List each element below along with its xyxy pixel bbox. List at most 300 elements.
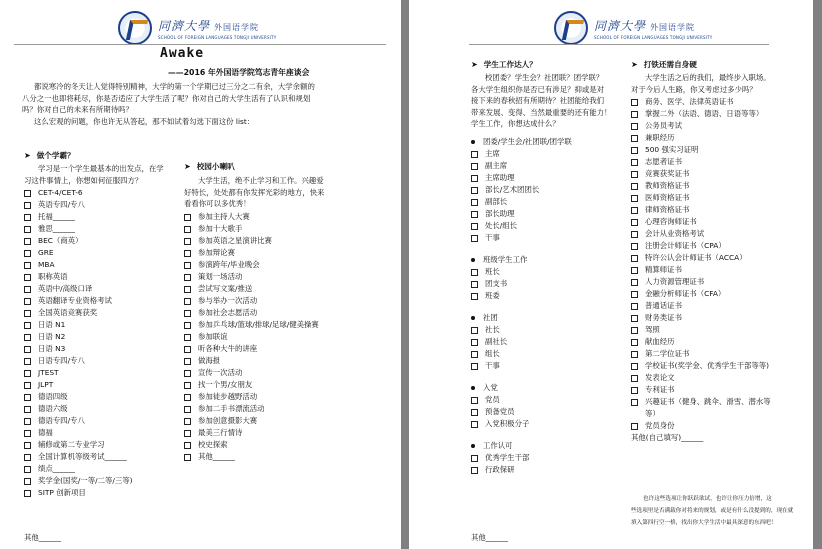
checklist-item[interactable] xyxy=(184,451,319,463)
checkbox[interactable] xyxy=(471,223,478,230)
item-label: 奖学金(国奖/一等/二等/三等) xyxy=(38,476,133,485)
checkbox[interactable] xyxy=(471,269,478,276)
checklist-item[interactable] xyxy=(631,384,771,396)
checkbox[interactable] xyxy=(24,478,31,485)
checkbox[interactable] xyxy=(471,397,478,404)
checkbox[interactable] xyxy=(471,211,478,218)
checkbox[interactable] xyxy=(631,423,638,430)
item-label: 英语专四/专八 xyxy=(38,200,85,209)
checkbox[interactable] xyxy=(184,430,191,437)
item-label: 参加二手书漂流活动 xyxy=(198,404,265,413)
item-label: 参演跨年/毕业晚会 xyxy=(198,260,260,269)
item-label: 做海报 xyxy=(198,356,221,365)
student-work-other: 其他______ xyxy=(471,533,508,542)
item-label: 参加辩论赛 xyxy=(198,248,235,257)
group-label xyxy=(471,254,572,266)
item-label: 最美三行情诗 xyxy=(198,428,243,437)
checkbox[interactable] xyxy=(24,310,31,317)
checklist-item[interactable] xyxy=(631,216,771,228)
university-logo xyxy=(118,10,276,46)
checkbox[interactable] xyxy=(24,430,31,437)
checklist-item[interactable] xyxy=(184,259,319,271)
item-label: 驾照 xyxy=(645,325,660,334)
checklist-item[interactable] xyxy=(24,295,133,307)
checkbox[interactable] xyxy=(184,418,191,425)
item-label: 英语翻译专业资格考试 xyxy=(38,296,112,305)
item-label: 人力资源管理证书 xyxy=(645,277,705,286)
checkbox[interactable] xyxy=(24,382,31,389)
checkbox[interactable] xyxy=(184,442,191,449)
checklist-item[interactable] xyxy=(24,259,133,271)
item-label: 托福______ xyxy=(38,212,75,221)
document-page-1 xyxy=(0,0,401,549)
checklist-item[interactable] xyxy=(184,235,319,247)
item-label: 兼职经历 xyxy=(645,133,675,142)
checklist-item[interactable] xyxy=(24,319,133,331)
item-label: 参加主持人大赛 xyxy=(198,212,250,221)
item-label: 预备党员 xyxy=(485,407,515,416)
logo-name-cn: 同濟大學 xyxy=(158,18,211,33)
item-label: 日语 N1 xyxy=(38,320,66,329)
checkbox[interactable] xyxy=(471,409,478,416)
checklist-item-continuation: 等） xyxy=(645,409,660,418)
logo-school-en: SCHOOL OF FOREIGN LANGUAGES TONGJI UNIVERSITY xyxy=(158,34,277,40)
checklist-item[interactable] xyxy=(631,252,771,264)
checklist-item[interactable] xyxy=(471,278,572,290)
item-label: 参加徒步越野活动 xyxy=(198,392,258,401)
checkbox[interactable] xyxy=(24,226,31,233)
checkbox[interactable] xyxy=(184,298,191,305)
checkbox[interactable] xyxy=(24,442,31,449)
checkbox[interactable] xyxy=(184,382,191,389)
checklist-item[interactable] xyxy=(471,172,572,184)
checkbox[interactable] xyxy=(24,322,31,329)
checklist-item[interactable] xyxy=(471,160,572,172)
checkbox[interactable] xyxy=(631,363,638,370)
checklist-item[interactable] xyxy=(184,427,319,439)
item-label: 宣传一次活动 xyxy=(198,368,243,377)
checklist-item[interactable] xyxy=(471,220,572,232)
item-label: 兴趣证书（健身、跳伞、滑雪、潜水等 xyxy=(645,397,771,406)
checkbox[interactable] xyxy=(631,303,638,310)
item-label: 参加十大歌手 xyxy=(198,224,243,233)
checklist-item[interactable] xyxy=(184,367,319,379)
item-label: 全国计算机等级考试______ xyxy=(38,452,127,461)
checkbox[interactable] xyxy=(631,195,638,202)
checkbox[interactable] xyxy=(471,235,478,242)
checklist-item[interactable] xyxy=(471,324,572,336)
checkbox[interactable] xyxy=(471,467,478,474)
checkbox[interactable] xyxy=(631,147,638,154)
checklist-item[interactable] xyxy=(24,271,133,283)
item-label: 德语六级 xyxy=(38,404,68,413)
item-label: 主席 xyxy=(485,149,500,158)
checkbox[interactable] xyxy=(24,334,31,341)
checklist-item[interactable] xyxy=(24,199,133,211)
logo-school-cn: 外国语学院 xyxy=(214,22,260,32)
study-checklist xyxy=(24,187,133,499)
group-label xyxy=(471,382,572,394)
career-other: 其他(自己填写)______ xyxy=(631,433,704,442)
checklist-item[interactable] xyxy=(471,290,572,302)
checkbox[interactable] xyxy=(631,207,638,214)
checkbox[interactable] xyxy=(184,394,191,401)
checklist-item[interactable] xyxy=(24,487,133,499)
item-label: 校史探索 xyxy=(198,440,228,449)
checklist-item[interactable] xyxy=(184,331,319,343)
checklist-item[interactable] xyxy=(631,228,771,240)
checkbox[interactable] xyxy=(184,250,191,257)
checkbox[interactable] xyxy=(471,363,478,370)
item-label: 律师资格证书 xyxy=(645,205,690,214)
checkbox[interactable] xyxy=(631,327,638,334)
checkbox[interactable] xyxy=(631,279,638,286)
checklist-item[interactable] xyxy=(24,355,133,367)
spacer xyxy=(471,244,572,254)
checklist-item[interactable] xyxy=(631,132,771,144)
item-label: 团支书 xyxy=(485,279,508,288)
checklist-item[interactable] xyxy=(631,348,771,360)
checklist-item[interactable] xyxy=(184,391,319,403)
checkbox[interactable] xyxy=(184,214,191,221)
checklist-item[interactable] xyxy=(24,463,133,475)
item-label: 职称英语 xyxy=(38,272,68,281)
bullet-dot-icon xyxy=(471,444,475,448)
checklist-item[interactable] xyxy=(24,475,133,487)
checkbox[interactable] xyxy=(631,159,638,166)
item-label: 注册会计师证书（CPA） xyxy=(645,241,726,250)
item-label: JLPT xyxy=(38,380,54,389)
bullet-dot-icon xyxy=(471,386,475,390)
checklist-item[interactable] xyxy=(184,247,319,259)
item-label: 团委/学生会/社团联/团学联 xyxy=(483,137,572,146)
checkbox[interactable] xyxy=(24,286,31,293)
checklist-item[interactable] xyxy=(24,247,133,259)
checklist-item[interactable] xyxy=(184,415,319,427)
checklist-item[interactable] xyxy=(24,391,133,403)
checkbox[interactable] xyxy=(631,375,638,382)
item-label: 金融分析师证书（CFA） xyxy=(645,289,726,298)
checklist-item[interactable] xyxy=(184,283,319,295)
section-heading-campus: ➤ 校园小喇叭 xyxy=(184,162,235,171)
checkbox[interactable] xyxy=(471,175,478,182)
checklist-item[interactable] xyxy=(631,168,771,180)
checkbox[interactable] xyxy=(24,358,31,365)
study-other: 其他______ xyxy=(24,533,61,542)
item-label: 社团 xyxy=(483,313,498,322)
item-label: MBA xyxy=(38,260,55,269)
item-label: 精算师证书 xyxy=(645,265,682,274)
item-label: 副社长 xyxy=(485,337,508,346)
checklist-item[interactable] xyxy=(631,144,771,156)
checkbox[interactable] xyxy=(471,351,478,358)
checkbox[interactable] xyxy=(24,262,31,269)
checklist-item[interactable] xyxy=(471,196,572,208)
checkbox[interactable] xyxy=(184,406,191,413)
checklist-item[interactable] xyxy=(631,324,771,336)
item-label: 其他______ xyxy=(198,452,235,461)
checkbox[interactable] xyxy=(184,346,191,353)
checkbox[interactable] xyxy=(184,310,191,317)
checklist-item[interactable] xyxy=(471,348,572,360)
item-label: 日语专四/专八 xyxy=(38,356,85,365)
bullet-dot-icon xyxy=(471,258,475,262)
item-label: 学校证书(奖学金、优秀学生干部等等) xyxy=(645,361,770,370)
checklist-item[interactable] xyxy=(631,96,771,108)
checkbox[interactable] xyxy=(471,163,478,170)
checklist-item[interactable] xyxy=(631,420,771,432)
checklist-item[interactable] xyxy=(184,379,319,391)
checklist-item[interactable] xyxy=(184,343,319,355)
checkbox[interactable] xyxy=(471,199,478,206)
checkbox[interactable] xyxy=(471,421,478,428)
item-label: 参加乒乓球/篮球/排球/足球/健美操赛 xyxy=(198,320,319,329)
document-page-2 xyxy=(409,0,813,549)
checklist-item[interactable] xyxy=(471,336,572,348)
checklist-item[interactable] xyxy=(631,192,771,204)
checkbox[interactable] xyxy=(24,370,31,377)
checkbox[interactable] xyxy=(471,187,478,194)
item-label: 副主席 xyxy=(485,161,508,170)
item-label: 竞赛获奖证书 xyxy=(645,169,690,178)
group-label xyxy=(471,440,572,452)
checkbox[interactable] xyxy=(184,262,191,269)
checklist-item[interactable] xyxy=(631,180,771,192)
checkbox[interactable] xyxy=(631,183,638,190)
checklist-item[interactable] xyxy=(184,223,319,235)
checkbox[interactable] xyxy=(24,466,31,473)
checkbox[interactable] xyxy=(24,418,31,425)
item-label: 优秀学生干部 xyxy=(485,453,530,462)
bullet-dot-icon xyxy=(471,316,475,320)
checklist-item[interactable] xyxy=(631,120,771,132)
checkbox[interactable] xyxy=(24,250,31,257)
checkbox[interactable] xyxy=(471,293,478,300)
checkbox[interactable] xyxy=(24,298,31,305)
checklist-item[interactable] xyxy=(471,406,572,418)
checklist-item[interactable] xyxy=(24,187,133,199)
checkbox[interactable] xyxy=(24,406,31,413)
section-desc-campus: 大学生活，绝不止学习和工作。兴趣爱 好特长，处处都有你发挥光彩的地方，快来 看看你可以多优秀！ xyxy=(184,176,325,208)
university-logo xyxy=(554,10,712,46)
checklist-item[interactable] xyxy=(631,156,771,168)
checklist-item[interactable] xyxy=(631,312,771,324)
section-heading-study: ➤ 做个学霸？ xyxy=(24,151,75,160)
header-divider xyxy=(14,44,386,45)
checkbox[interactable] xyxy=(631,291,638,298)
student-work-checklist xyxy=(471,136,572,476)
item-label: 参与举办一次活动 xyxy=(198,296,258,305)
checkbox[interactable] xyxy=(184,334,191,341)
item-label: 会计从业资格考试 xyxy=(645,229,705,238)
checkbox[interactable] xyxy=(631,171,638,178)
checkbox[interactable] xyxy=(631,339,638,346)
item-label: 参加联谊 xyxy=(198,332,228,341)
item-label: 志愿者证书 xyxy=(645,157,682,166)
group-label xyxy=(471,312,572,324)
checklist-item[interactable] xyxy=(471,266,572,278)
intro-line: 这么宏观的问题，你也许无从答起，那不如试着勾选下面这份 list： xyxy=(34,116,255,126)
checklist-item[interactable] xyxy=(24,451,133,463)
checklist-item[interactable] xyxy=(631,372,771,384)
item-label: 日语 N2 xyxy=(38,332,66,341)
item-label: 参加社会志愿活动 xyxy=(198,308,258,317)
item-label: 专利证书 xyxy=(645,385,675,394)
section-desc-student-work: 校团委？学生会？社团联？团学联？ 各大学生组织你是否已有涉足？抑或是对 接下来的春秋招有所期待？社团能给我们 带来发展、变得、当然最重要的还有能力！ 学生工作，你想达成什么？ xyxy=(471,73,612,128)
item-label: 德语四级 xyxy=(38,392,68,401)
checkbox[interactable] xyxy=(184,226,191,233)
item-label: JTEST xyxy=(38,368,59,377)
checklist-item[interactable] xyxy=(24,307,133,319)
logo-name-cn: 同濟大學 xyxy=(594,18,647,33)
checklist-item[interactable] xyxy=(184,355,319,367)
checklist-item[interactable] xyxy=(24,235,133,247)
logo-school-en: SCHOOL OF FOREIGN LANGUAGES TONGJI UNIVERSITY xyxy=(594,34,713,40)
checkbox[interactable] xyxy=(631,315,638,322)
checklist-item[interactable] xyxy=(631,204,771,216)
checklist-item[interactable] xyxy=(631,108,771,120)
item-label: 绩点______ xyxy=(38,464,75,473)
item-label: 部长/艺术团团长 xyxy=(485,185,540,194)
checklist-item[interactable] xyxy=(184,319,319,331)
checklist-item[interactable] xyxy=(24,343,133,355)
checkbox[interactable] xyxy=(184,370,191,377)
intro-line: 都说寒冷的冬天让人觉得特别精神，大学的第一个学期已过三分之二有余，大学余额的 xyxy=(34,82,315,91)
checkbox[interactable] xyxy=(24,202,31,209)
item-label: 班级学生工作 xyxy=(483,255,528,264)
arrow-bullet-icon: ➤ xyxy=(631,60,638,69)
checkbox[interactable] xyxy=(631,387,638,394)
intro-line: 吗？你对自己的未来有所期待吗？ xyxy=(22,105,133,114)
checklist-item[interactable] xyxy=(471,208,572,220)
item-label: GRE xyxy=(38,248,54,257)
checklist-item[interactable] xyxy=(24,367,133,379)
checkbox[interactable] xyxy=(24,214,31,221)
checklist-item[interactable] xyxy=(184,211,319,223)
checkbox[interactable] xyxy=(631,267,638,274)
item-label: 掌握二外（法语、德语、日语等等） xyxy=(645,109,764,118)
checklist-item[interactable] xyxy=(471,394,572,406)
checkbox[interactable] xyxy=(631,231,638,238)
campus-checklist xyxy=(184,211,319,463)
checklist-item[interactable] xyxy=(24,415,133,427)
group-label xyxy=(471,136,572,148)
checklist-item[interactable] xyxy=(24,439,133,451)
checklist-item[interactable] xyxy=(471,464,572,476)
checklist-item[interactable] xyxy=(24,427,133,439)
item-label: SITP 创新项目 xyxy=(38,488,86,497)
checkbox[interactable] xyxy=(184,238,191,245)
checklist-item[interactable] xyxy=(471,452,572,464)
checkbox[interactable] xyxy=(24,190,31,197)
checkbox[interactable] xyxy=(184,322,191,329)
checklist-item[interactable] xyxy=(471,148,572,160)
checklist-item[interactable] xyxy=(631,336,771,348)
checkbox[interactable] xyxy=(471,281,478,288)
checkbox[interactable] xyxy=(631,351,638,358)
item-label: 主席助理 xyxy=(485,173,515,182)
checkbox[interactable] xyxy=(471,151,478,158)
checklist-item[interactable] xyxy=(184,439,319,451)
checkbox[interactable] xyxy=(24,490,31,497)
career-checklist xyxy=(631,96,771,444)
checklist-item[interactable] xyxy=(24,331,133,343)
intro-line: 八分之一也即将耗尽，你是否适应了大学生活了呢？你对自己的大学生活有了认识和规划 xyxy=(22,93,311,103)
checklist-item[interactable] xyxy=(184,307,319,319)
checkbox[interactable] xyxy=(184,358,191,365)
item-label: 参加创意摄影大赛 xyxy=(198,416,258,425)
checkbox[interactable] xyxy=(24,346,31,353)
checkbox[interactable] xyxy=(24,454,31,461)
bullet-dot-icon xyxy=(471,140,475,144)
item-label: 普通话证书 xyxy=(645,301,682,310)
checkbox[interactable] xyxy=(24,394,31,401)
checkbox[interactable] xyxy=(631,219,638,226)
section-heading-student-work: ➤ 学生工作达人？ xyxy=(471,60,537,69)
checkbox[interactable] xyxy=(471,339,478,346)
checkbox[interactable] xyxy=(631,111,638,118)
checklist-item[interactable] xyxy=(24,283,133,295)
checkbox[interactable] xyxy=(471,455,478,462)
checkbox[interactable] xyxy=(631,255,638,262)
checklist-item[interactable] xyxy=(631,360,771,372)
item-label: CET-4/CET-6 xyxy=(38,188,83,197)
item-label: 策划一场活动 xyxy=(198,272,243,281)
checklist-item[interactable] xyxy=(471,232,572,244)
checklist-item[interactable] xyxy=(184,271,319,283)
checklist-item[interactable] xyxy=(631,276,771,288)
checklist-item[interactable] xyxy=(184,295,319,307)
checkbox[interactable] xyxy=(184,274,191,281)
checklist-item[interactable] xyxy=(471,360,572,372)
checklist-item[interactable] xyxy=(24,379,133,391)
checkbox[interactable] xyxy=(24,238,31,245)
checkbox[interactable] xyxy=(184,454,191,461)
checklist-item[interactable] xyxy=(471,418,572,430)
checkbox[interactable] xyxy=(471,327,478,334)
checkbox[interactable] xyxy=(631,135,638,142)
intro-paragraph xyxy=(22,81,392,127)
item-label: BEC（商英） xyxy=(38,236,83,245)
page-subtitle: ——2016 年外国语学院笃志青年座谈会 xyxy=(168,68,310,77)
checkbox[interactable] xyxy=(184,286,191,293)
checklist-item[interactable] xyxy=(631,288,771,300)
checklist-item[interactable] xyxy=(471,184,572,196)
item-label: 入党 xyxy=(483,383,498,392)
checklist-item[interactable] xyxy=(631,264,771,276)
checkbox[interactable] xyxy=(631,243,638,250)
item-label: 处长/组长 xyxy=(485,221,518,230)
arrow-bullet-icon: ➤ xyxy=(184,162,191,171)
checklist-item[interactable] xyxy=(24,211,133,223)
checklist-item[interactable] xyxy=(631,396,771,408)
checklist-item[interactable] xyxy=(184,403,319,415)
item-label: 发表论文 xyxy=(645,373,675,382)
checklist-item[interactable] xyxy=(631,300,771,312)
checklist-item[interactable] xyxy=(24,223,133,235)
checkbox[interactable] xyxy=(631,399,638,406)
item-label: 部长助理 xyxy=(485,209,515,218)
checkbox[interactable] xyxy=(631,99,638,106)
item-label: 财务类证书 xyxy=(645,313,682,322)
checkbox[interactable] xyxy=(24,274,31,281)
checkbox[interactable] xyxy=(631,123,638,130)
item-label: 辅修或第二专业学习 xyxy=(38,440,105,449)
section-desc-career: 大学生活之后的我们，最终步入职场。 对于今后人生路，你又考虑过多少吗？ xyxy=(631,73,771,94)
checklist-item[interactable] xyxy=(631,240,771,252)
item-label: 工作认可 xyxy=(483,441,513,450)
checklist-item[interactable] xyxy=(24,403,133,415)
